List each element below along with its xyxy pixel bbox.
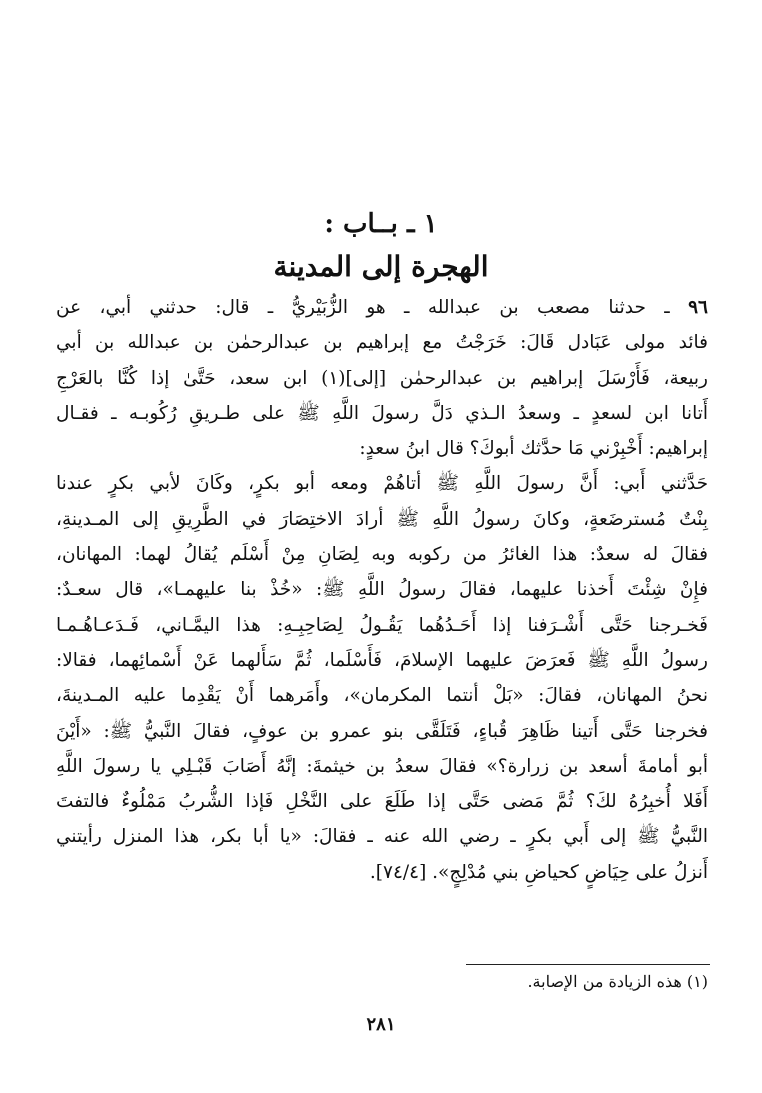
chapter-number-heading: ١ ـ بــاب : bbox=[324, 209, 438, 239]
text-line: رسولُ اللَّهِ ﷺ فَعرَضَ عليهما الإسلامَ، فَأَسْلَما، ثُمَّ سَأَلهما عَنْ أَسْمائِهما، فقالا: bbox=[56, 649, 708, 671]
text-line: فخرجنا حَتَّى أَتينا ظَاهِرَ قُباءٍ، فَتَلَقَّى بنو عمرو بن عوفٍ، فقالَ النَّبيُّ ﷺ: «أَيْنَ bbox=[56, 720, 708, 742]
hadith-body bbox=[56, 290, 708, 890]
footnote: (١) هذه الزيادة من الإصابة. bbox=[527, 972, 708, 991]
text-line: إبراهيم: أَخْبِرْني مَا حدَّثك أبوكَ؟ قال ابنُ سعدٍ: bbox=[359, 438, 708, 460]
footnote-divider bbox=[466, 964, 710, 965]
chapter-title: الهجرة إلى المدينة bbox=[273, 250, 489, 283]
hadith-number: ٩٦ bbox=[688, 297, 708, 318]
text-line: فَخـرجنا حَتَّى أَشْـرَفنا إذا أَحَـدُهُما يَقُـولُ لِصَاحِبِـهِ: هذا اليمَّـاني، فَـدَعـاهُـمـا bbox=[56, 614, 708, 636]
text-line bbox=[56, 290, 708, 325]
text-line: فائد مولى عَبَادل قَالَ: خَرَجْتُ مع إبراهيم بن عبدالرحمٰن بن عبدالله بن أبي bbox=[56, 332, 708, 354]
text-line: نحنُ المهانان، فقالَ: «بَلْ أنتما المكرمان»، وأَمَرهما أَنْ يَقْدِما عليه المـدينةَ، bbox=[56, 685, 708, 707]
text-line: فقالَ له سعدٌ: هذا الغائرُ من ركوبه وبه لِصَانِ مِنْ أَسْلَم يُقالُ لهما: المهانان، bbox=[56, 544, 708, 566]
text-line: فإِنْ شِئْتَ أَخذنا عليهما، فقالَ رسولُ اللَّهِ ﷺ: «خُذْ بنا عليهمـا»، قال سعـدٌ: bbox=[56, 579, 708, 601]
text-line: أبو أمامةَ أسعد بن زرارة؟» فقالَ سعدُ بن خيثمةَ: إنَّهُ أَصَابَ قَبْـلِي يا رسولَ اللَّهِ bbox=[56, 755, 708, 777]
text-line: أَفَلا أُخبِرُهُ لكَ؟ ثُمَّ مَضى حَتَّى إذا طَلَعَ على النَّخْلِ فَإذا الشُّربُ مَمْلُوءٌ فالتفتَ bbox=[56, 791, 708, 813]
page-number: ٢٨١ bbox=[366, 1014, 396, 1035]
text-line: بِنْتٌ مُسترضَعةٍ، وكانَ رسولُ اللَّهِ ﷺ أرادَ الاختِصَارَ في الطَّرِيقِ إلى المـدينةِ، bbox=[56, 508, 708, 530]
text-line: أَتانا ابن لسعدٍ ـ وسعدُ الـذي دَلَّ رسولَ اللَّهِ ﷺ على طـريقِ رُكُوبـه ـ فقـال bbox=[56, 402, 708, 424]
text-line: ربيعة، فَأَرْسَلَ إبراهيم بن عبدالرحمٰن [إلى](١) ابن سعد، حَتَّىٰ إذا كُنَّا بالعَرْجِ bbox=[56, 367, 708, 389]
text-line: حَدَّثني أَبي: أَنَّ رسولَ اللَّهِ ﷺ أتاهُمْ ومعه أبو بكرٍ، وكَانَ لأبي بكرٍ عندنا bbox=[56, 473, 708, 495]
text-line-content: ـ حدثنا مصعب بن عبدالله ـ هو الزُّبَيْريُّ ـ قال: حدثني أبي، عن bbox=[56, 297, 670, 318]
text-line: أَنزلُ على حِيَاضٍ كحياضِ بني مُدْلِجٍ». [٧٤/٤]. bbox=[369, 861, 708, 883]
text-line: النَّبيُّ ﷺ إلى أَبي بكرٍ ـ رضي الله عنه ـ فقالَ: «يا أبا بكر، هذا المنزل رأيتني bbox=[56, 826, 708, 848]
